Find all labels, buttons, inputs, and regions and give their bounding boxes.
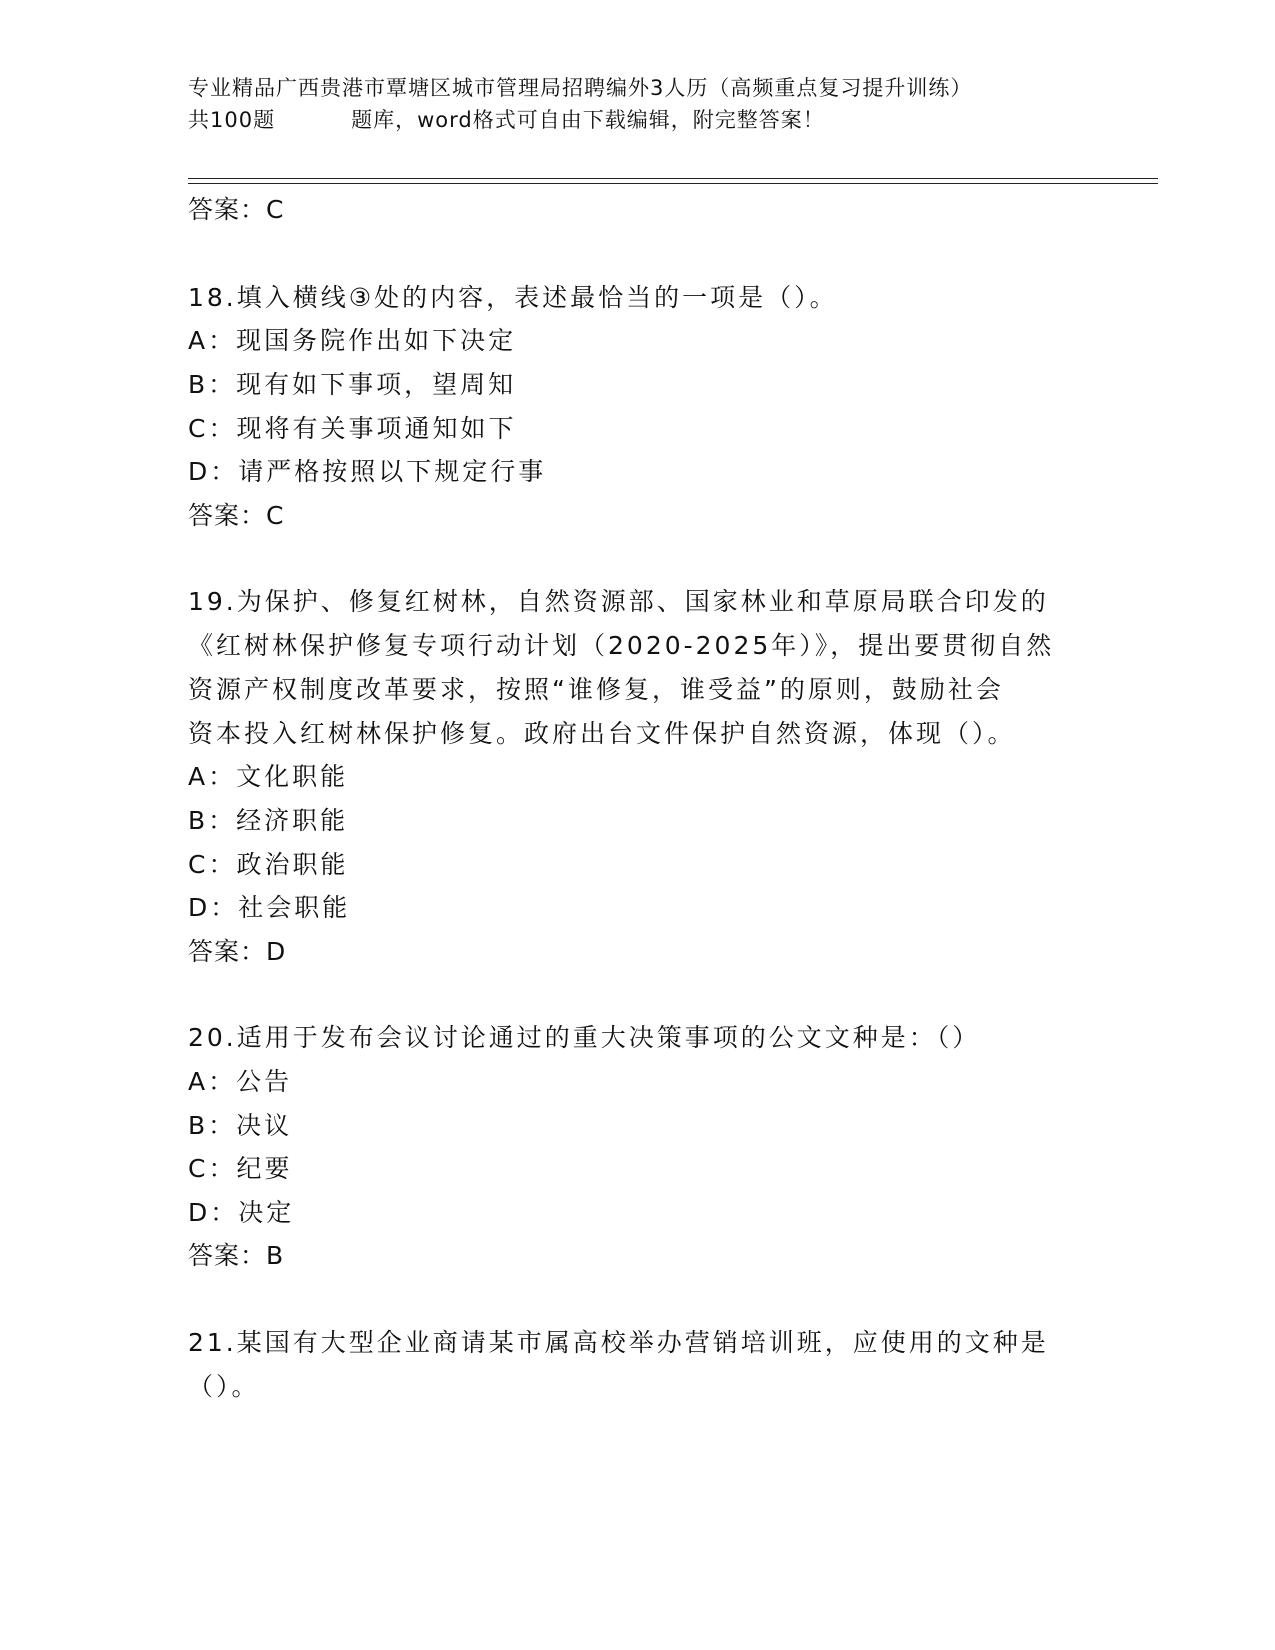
- question-21-text-line-2: （）。: [188, 1372, 260, 1401]
- question-18-text: 18.填入横线③处的内容，表述最恰当的一项是（）。: [188, 283, 838, 312]
- page-header: [188, 72, 1088, 136]
- question-20-answer: 答案：B: [188, 1241, 285, 1270]
- question-18-option-d: D：请严格按照以下规定行事: [188, 457, 547, 486]
- header-divider: [188, 178, 1158, 179]
- question-19-option-b: B：经济职能: [188, 806, 349, 835]
- question-20-option-c: C：纪要: [188, 1154, 293, 1183]
- answer-label: 答案：C: [188, 195, 285, 224]
- question-18-answer: 答案：C: [188, 501, 285, 530]
- question-19-option-a: A：文化职能: [188, 762, 349, 791]
- question-19-option-d: D：社会职能: [188, 893, 351, 922]
- question-19-text-line-1: 19.为保护、修复红树林，自然资源部、国家林业和草原局联合印发的: [188, 587, 1049, 616]
- question-20-option-a: A：公告: [188, 1067, 293, 1096]
- question-19-answer: 答案：D: [188, 937, 287, 966]
- question-19-text-line-3: 资源产权制度改革要求，按照“谁修复，谁受益”的原则，鼓励社会: [188, 675, 1004, 704]
- header-subtitle: [188, 104, 1088, 136]
- question-19-text-line-2: 《红树林保护修复专项行动计划（2020-2025年）》，提出要贯彻自然: [188, 631, 1055, 660]
- header-count: 共100题: [188, 108, 276, 132]
- question-19-text-line-4: 资本投入红树林保护修复。政府出台文件保护自然资源，体现（）。: [188, 719, 1016, 748]
- question-18-option-b: B：现有如下事项，望周知: [188, 370, 517, 399]
- header-title: 专业精品广西贵港市覃塘区城市管理局招聘编外3人历（高频重点复习提升训练）: [188, 76, 973, 100]
- question-20-option-b: B：决议: [188, 1111, 293, 1140]
- question-21-text-line-1: 21.某国有大型企业商请某市属高校举办营销培训班，应使用的文种是: [188, 1328, 1049, 1357]
- question-20-option-d: D：决定: [188, 1198, 295, 1227]
- header-divider-second: [188, 183, 1158, 184]
- question-18-option-c: C：现将有关事项通知如下: [188, 414, 517, 443]
- question-19-option-c: C：政治职能: [188, 850, 349, 879]
- question-18-option-a: A：现国务院作出如下决定: [188, 326, 517, 355]
- question-20-text: 20.适用于发布会议讨论通过的重大决策事项的公文文种是：（）: [188, 1023, 981, 1052]
- header-note: 题库，word格式可自由下载编辑，附完整答案！: [351, 108, 825, 132]
